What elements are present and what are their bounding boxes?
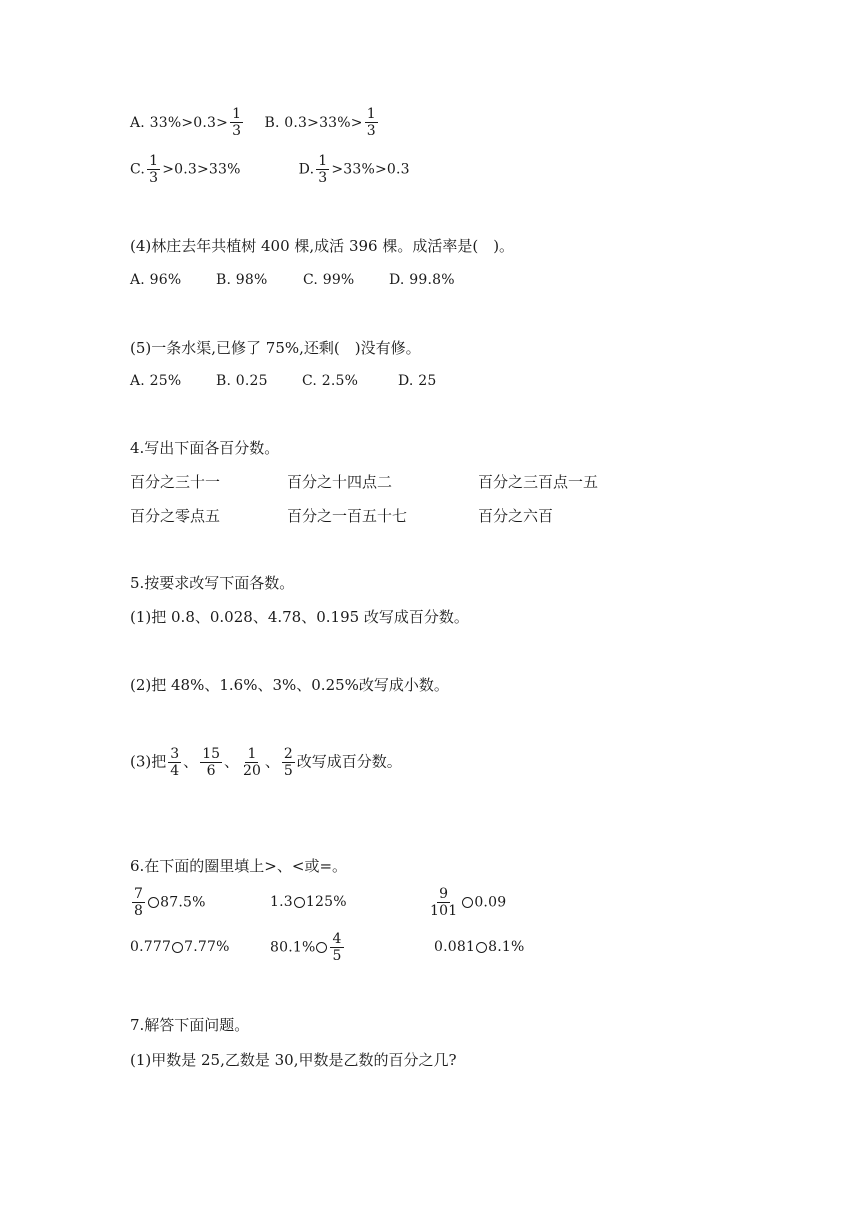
fraction: $\frac{3}{4}$ xyxy=(170,746,180,779)
q3-option-b: B. 0.3>33%> $\frac{1}{3}$ xyxy=(264,106,376,139)
section4-item: 百分之十四点二 xyxy=(287,473,393,491)
section5-item-1: (1)把 0.8、0.028、4.78、0.195 改写成百分数。 xyxy=(130,608,469,626)
fraction: $\frac{1}{3}$ xyxy=(318,153,328,186)
fraction: $\frac{1}{3}$ xyxy=(366,106,376,139)
section4-item: 百分之零点五 xyxy=(130,507,221,525)
q4-options xyxy=(130,270,455,290)
fraction: $\frac{4}{5}$ xyxy=(332,931,342,964)
section4-item: 百分之三百点一五 xyxy=(478,473,599,491)
section7-item-1: (1)甲数是 25,乙数是 30,甲数是乙数的百分之几? xyxy=(130,1051,457,1069)
answer-circle[interactable] xyxy=(294,897,305,908)
compare-item: 1.3 125% xyxy=(270,894,347,910)
section4-row-2 xyxy=(130,506,553,526)
answer-circle[interactable] xyxy=(172,942,183,953)
fraction: $\frac{1}{20}$ xyxy=(243,746,261,779)
fraction: $\frac{15}{6}$ xyxy=(202,746,221,779)
section6-title: 6.在下面的圈里填上>、<或=。 xyxy=(130,857,348,875)
section5-item-2: (2)把 48%、1.6%、3%、0.25%改写成小数。 xyxy=(130,676,449,694)
fraction: $\frac{1}{3}$ xyxy=(232,106,242,139)
fraction: $\frac{9}{101}$ xyxy=(430,886,458,919)
fraction: $\frac{1}{3}$ xyxy=(149,153,159,186)
q5-option-b: B. 0.25 xyxy=(216,373,268,389)
q3-option-d: D. $\frac{1}{3}$ >33%>0.3 xyxy=(298,153,410,186)
q5-option-a: A. 25% xyxy=(130,373,182,389)
section7-title: 7.解答下面问题。 xyxy=(130,1016,250,1034)
q4-question: (4)林庄去年共植树 400 棵,成活 396 棵。成活率是( )。 xyxy=(130,237,515,255)
q3-option-c: C. $\frac{1}{3}$ >0.3>33% xyxy=(130,153,241,186)
section5-title: 5.按要求改写下面各数。 xyxy=(130,574,295,592)
section4-item: 百分之六百 xyxy=(478,507,554,525)
section5-item-3: (3)把 $\frac{3}{4}$ 、 $\frac{15}{6}$ 、 $\frac{1}{20}$ 、 $\frac{2}{5}$ 改写成百分数。 xyxy=(130,746,402,779)
section4-item: 百分之一百五十七 xyxy=(287,507,408,525)
compare-item: 0.081 8.1% xyxy=(434,939,525,955)
q4-option-b: B. 98% xyxy=(216,272,268,288)
q4-option-a: A. 96% xyxy=(130,272,182,288)
fraction: $\frac{7}{8}$ xyxy=(134,886,144,919)
q4-option-d: D. 99.8% xyxy=(389,272,455,288)
answer-circle[interactable] xyxy=(462,897,473,908)
q3-option-row-2 xyxy=(130,153,410,186)
section4-row-1 xyxy=(130,472,598,492)
answer-circle[interactable] xyxy=(148,897,159,908)
q3-option-a: A. 33%>0.3> $\frac{1}{3}$ xyxy=(130,106,242,139)
q5-option-c: C. 2.5% xyxy=(302,373,359,389)
compare-item: $\frac{9}{101}$ 0.09 xyxy=(430,886,507,919)
compare-item: 0.777 7.77% xyxy=(130,939,230,955)
q3-option-row-1 xyxy=(130,106,380,139)
section4-item: 百分之三十一 xyxy=(130,473,221,491)
section4-title: 4.写出下面各百分数。 xyxy=(130,439,280,457)
answer-circle[interactable] xyxy=(316,942,327,953)
compare-item: 80.1% $\frac{4}{5}$ xyxy=(270,931,342,964)
fraction: $\frac{2}{5}$ xyxy=(283,746,293,779)
q5-option-d: D. 25 xyxy=(398,373,437,389)
q5-options xyxy=(130,371,436,391)
q5-question: (5)一条水渠,已修了 75%,还剩( )没有修。 xyxy=(130,339,421,357)
answer-circle[interactable] xyxy=(476,942,487,953)
compare-item: $\frac{7}{8}$ 87.5% xyxy=(134,886,206,919)
q4-option-c: C. 99% xyxy=(303,272,355,288)
